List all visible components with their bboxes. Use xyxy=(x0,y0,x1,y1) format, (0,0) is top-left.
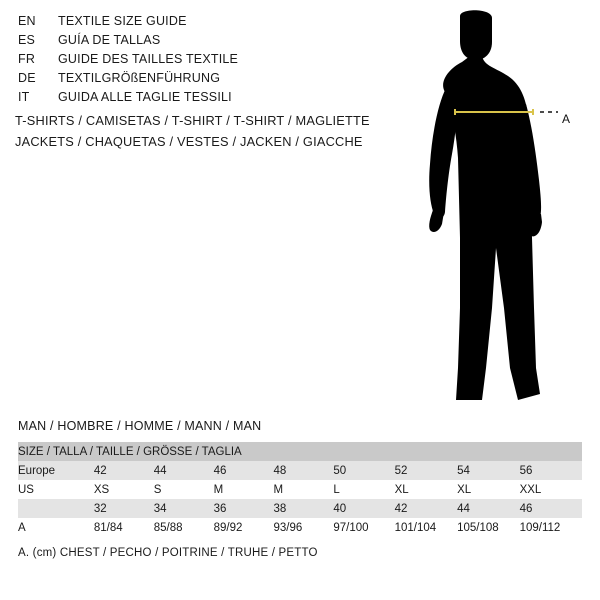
row-value: 46 xyxy=(214,461,274,480)
row-value: 54 xyxy=(457,461,520,480)
row-value: XL xyxy=(457,480,520,499)
row-label: Europe xyxy=(18,461,94,480)
row-value: 50 xyxy=(333,461,394,480)
row-label: A xyxy=(18,518,94,537)
row-value: 42 xyxy=(395,499,458,518)
language-code: EN xyxy=(18,14,36,28)
row-value: 38 xyxy=(273,499,333,518)
language-code: IT xyxy=(18,90,30,104)
body-silhouette-figure xyxy=(400,8,600,408)
row-value: 81/84 xyxy=(94,518,154,537)
row-value: 101/104 xyxy=(395,518,458,537)
chest-measure-label: A xyxy=(562,112,571,126)
row-value: 40 xyxy=(333,499,394,518)
language-text: TEXTILE SIZE GUIDE xyxy=(58,14,187,28)
row-value: 36 xyxy=(214,499,274,518)
row-value: 42 xyxy=(94,461,154,480)
language-text: GUÍA DE TALLAS xyxy=(58,33,161,47)
row-value: 48 xyxy=(273,461,333,480)
row-value: XXL xyxy=(520,480,582,499)
table-row xyxy=(18,461,582,480)
language-row xyxy=(18,52,348,71)
man-section-title: MAN / HOMBRE / HOMME / MANN / MAN xyxy=(18,419,262,433)
category-list xyxy=(15,110,370,152)
row-value: 46 xyxy=(520,499,582,518)
table-row xyxy=(18,518,582,537)
language-code: FR xyxy=(18,52,36,66)
row-value: 109/112 xyxy=(520,518,582,537)
language-text: GUIDE DES TAILLES TEXTILE xyxy=(58,52,239,66)
row-value: M xyxy=(273,480,333,499)
table-header-row xyxy=(18,442,582,461)
size-table xyxy=(18,442,582,537)
row-value: 85/88 xyxy=(154,518,214,537)
row-value: 34 xyxy=(154,499,214,518)
category-line-jackets: JACKETS / CHAQUETAS / VESTES / JACKEN / GIACCHE xyxy=(15,134,363,149)
row-value: 93/96 xyxy=(273,518,333,537)
row-value: 44 xyxy=(154,461,214,480)
language-list xyxy=(18,14,348,109)
row-value: XS xyxy=(94,480,154,499)
row-value: M xyxy=(214,480,274,499)
row-value: 52 xyxy=(395,461,458,480)
row-label xyxy=(18,499,94,518)
category-line-tshirts: T-SHIRTS / CAMISETAS / T-SHIRT / T-SHIRT / MAGLIETTE xyxy=(15,113,370,128)
table-row xyxy=(18,480,582,499)
silhouette-svg xyxy=(400,8,600,408)
row-value: 97/100 xyxy=(333,518,394,537)
row-value: XL xyxy=(395,480,458,499)
table-row xyxy=(18,499,582,518)
language-row xyxy=(18,33,348,52)
row-value: 56 xyxy=(520,461,582,480)
language-row xyxy=(18,14,348,33)
row-value: 105/108 xyxy=(457,518,520,537)
language-text: TEXTILGRÖßENFÜHRUNG xyxy=(58,71,221,85)
language-code: DE xyxy=(18,71,36,85)
language-code: ES xyxy=(18,33,36,47)
row-label: US xyxy=(18,480,94,499)
language-row xyxy=(18,71,348,90)
footnote: A. (cm) CHEST / PECHO / POITRINE / TRUHE / PETTO xyxy=(18,547,318,559)
row-value: L xyxy=(333,480,394,499)
language-row xyxy=(18,90,348,109)
row-value: 89/92 xyxy=(214,518,274,537)
table-header-label: SIZE / TALLA / TAILLE / GRÖSSE / TAGLIA xyxy=(18,442,582,461)
row-value: 44 xyxy=(457,499,520,518)
row-value: 32 xyxy=(94,499,154,518)
row-value: S xyxy=(154,480,214,499)
language-text: GUIDA ALLE TAGLIE TESSILI xyxy=(58,90,232,104)
